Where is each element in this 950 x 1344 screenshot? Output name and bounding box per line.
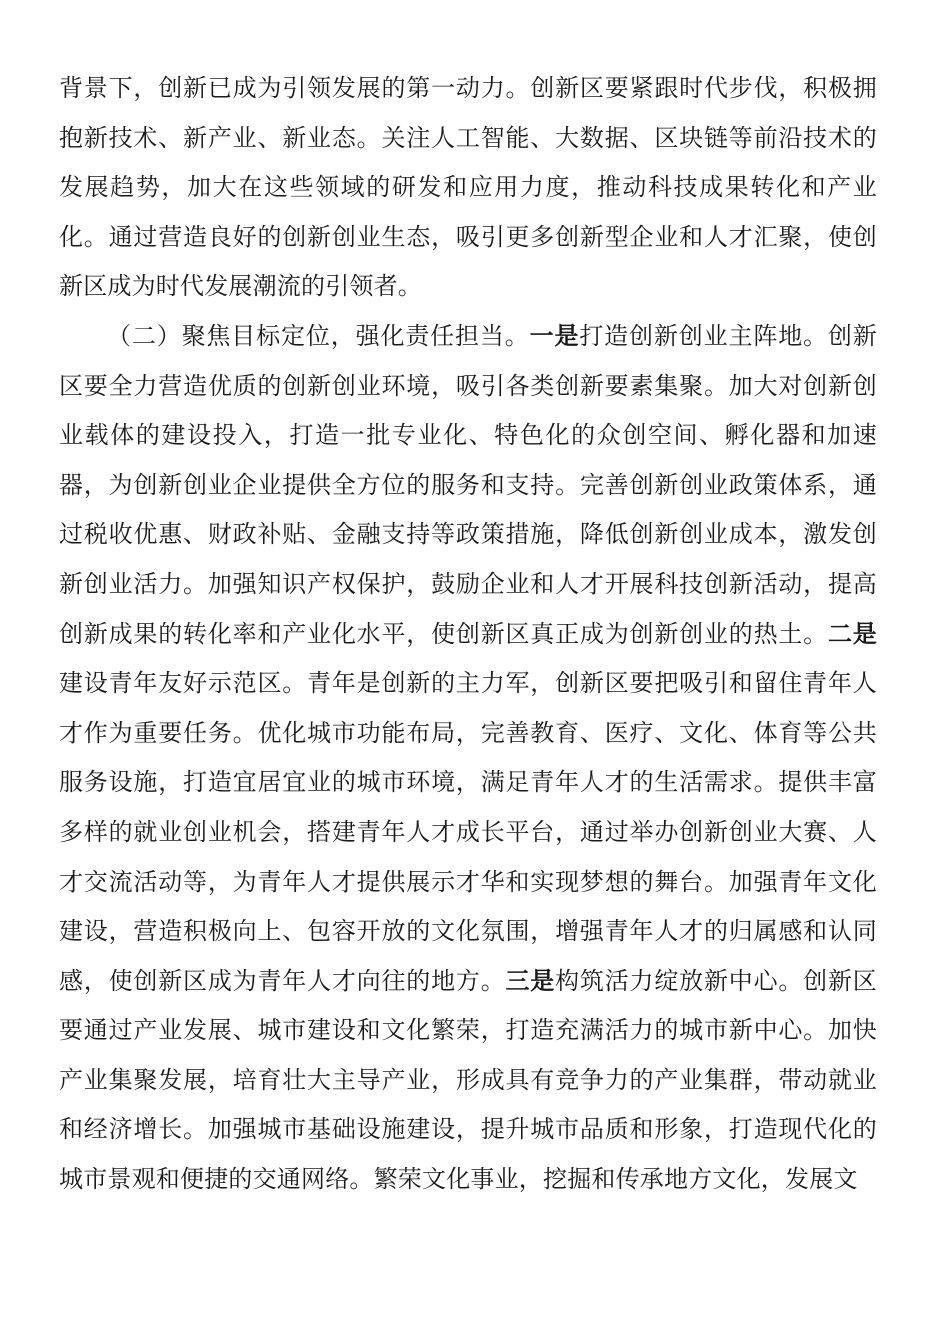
point-3-label: 三是 bbox=[505, 966, 556, 995]
document-page bbox=[59, 64, 877, 1205]
paragraph-2 bbox=[59, 312, 877, 1205]
point-1-text: 打造创新创业主阵地。创新区要全力营造优质的创新创业环境，吸引各类创新要素集聚。加大对创新创业载体的建设投入，打造一批专业化、特色化的众创空间、孵化器和加速器，为创新创业企业提供全方位的服务和支持。完善创新创业政策体系，通过税收优惠、财政补贴、金融支持等政策措施，降低创新创业成本，激发创新创业活力。加强知识产权保护，鼓励企业和人才开展科技创新活动，提高创新成果的转化率和产业化水平，使创新区真正成为创新创业的热土。 bbox=[59, 321, 877, 648]
section-heading: （二）聚焦目标定位，强化责任担当。 bbox=[107, 321, 530, 350]
point-2-text: 建设青年友好示范区。青年是创新的主力军，创新区要把吸引和留住青年人才作为重要任务。优化城市功能布局，完善教育、医疗、文化、体育等公共服务设施，打造宜居宜业的城市环境，满足青年人才的生活需求。提供丰富多样的就业创业机会，搭建青年人才成长平台，通过举办创新创业大赛、人才交流活动等，为青年人才提供展示才华和实现梦想的舞台。加强青年文化建设，营造积极向上、包容开放的文化氛围，增强青年人才的归属感和认同感，使创新区成为青年人才向往的地方。 bbox=[59, 669, 877, 995]
paragraph-1: 背景下，创新已成为引领发展的第一动力。创新区要紧跟时代步伐，积极拥抱新技术、新产业、新业态。关注人工智能、大数据、区块链等前沿技术的发展趋势，加大在这些领域的研发和应用力度，推动科技成果转化和产业化。通过营造良好的创新创业生态，吸引更多创新型企业和人才汇聚，使创新区成为时代发展潮流的引领者。 bbox=[59, 74, 877, 301]
point-3-text: 构筑活力绽放新中心。创新区要通过产业发展、城市建设和文化繁荣，打造充满活力的城市新中心。加快产业集聚发展，培育壮大主导产业，形成具有竞争力的产业集群，带动就业和经济增长。加强城市基础设施建设，提升城市品质和形象，打造现代化的城市景观和便捷的交通网络。繁荣文化事业，挖掘和传承地方文化，发展文 bbox=[59, 966, 877, 1194]
point-1-label: 一是 bbox=[529, 321, 580, 350]
point-2-label: 二是 bbox=[827, 619, 877, 648]
